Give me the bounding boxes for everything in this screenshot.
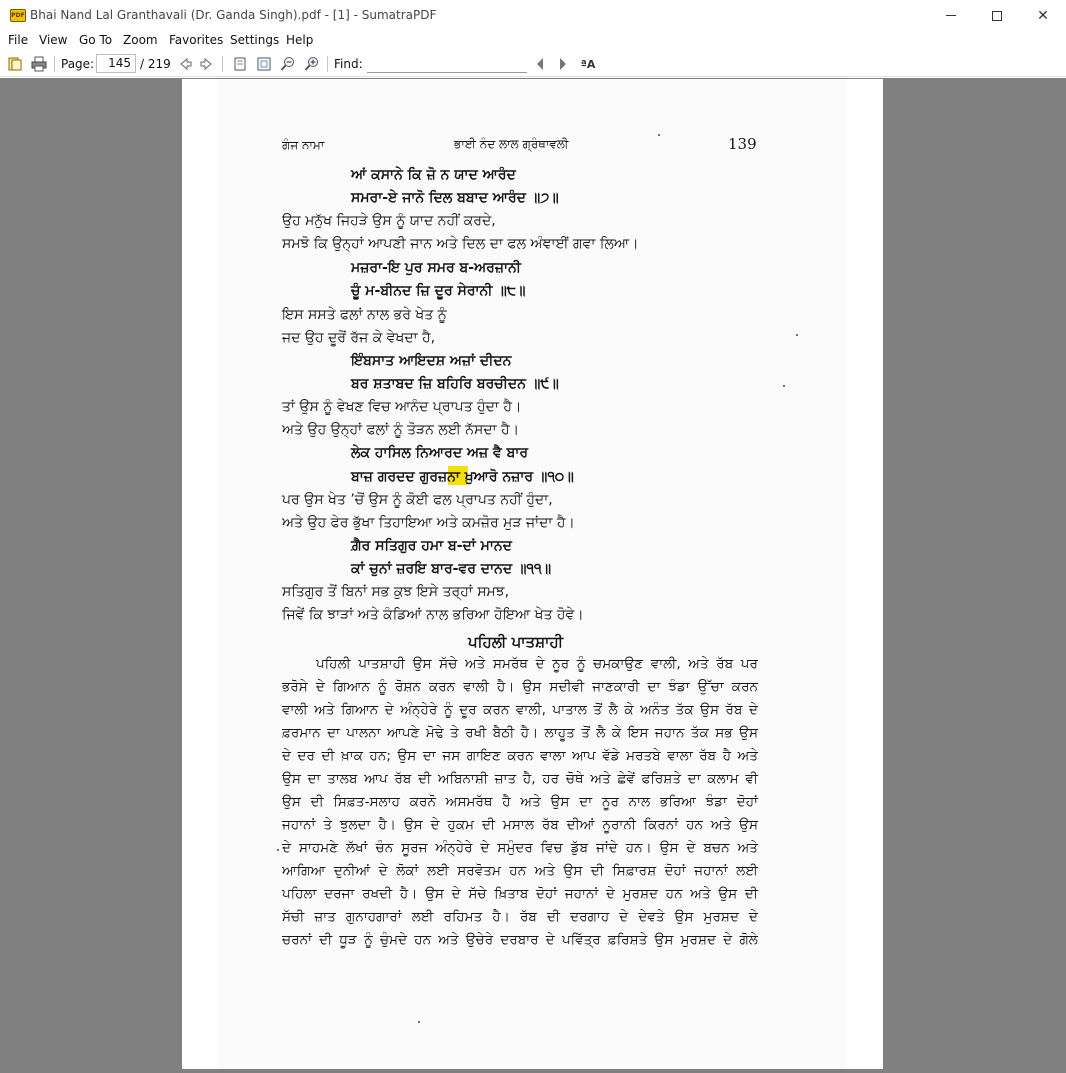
document-viewer[interactable] xyxy=(0,78,1066,1073)
paragraph-line: ਆਗਿਆ ਦੁਨੀਆਂ ਦੇ ਲੋਕਾਂ ਲਈ ਸਰਵੋਤਮ ਹਨ ਅਤੇ ਉਸ ਦੀ ਸਿਫ਼ਾਰਸ਼ ਦੋਹਾਂ ਜਹਾਨਾਂ ਲਈ xyxy=(282,863,758,879)
verse-line: ਚੂੰ ਮ-ਬੀਨਦ ਜ਼ਿ ਦੂਰ ਸੇਰਾਨੀ ॥੮॥ xyxy=(351,283,526,299)
paragraph-line: ਦੇ ਦਰ ਦੀ ਖ਼ਾਕ ਹਨ; ਉਸ ਦਾ ਜਸ ਗਾਇਣ ਕਰਨ ਵਾਲਾ ਆਪ ਵੱਡੇ ਮਰਤਬੇ ਵਾਲਾ ਰੱਬ ਹੈ ਅਤੇ xyxy=(282,748,758,764)
translation-line: ਉਹ ਮਨੁੱਖ ਜਿਹੜੇ ਉਸ ਨੂੰ ਯਾਦ ਨਹੀਂ ਕਰਦੇ, xyxy=(282,213,496,229)
menu-help[interactable]: Help xyxy=(286,33,314,47)
paragraph-line: ਚਰਨਾਂ ਦੀ ਧੂੜ ਨੂੰ ਚੁੰਮਦੇ ਹਨ ਅਤੇ ਉਚੇਰੇ ਦਰਬਾਰ ਦੇ ਪਵਿੱਤ੍ਰ ਫ਼ਰਿਸ਼ਤੇ ਉਸ ਮੁਰਸ਼ਦ ਦੇ ਗੋਲੇ xyxy=(282,932,758,948)
paragraph-line: ਪਹਿਲਾ ਦਰਜਾ ਰਖਦੀ ਹੈ। ਉਸ ਦੇ ਸੱਚੇ ਖ਼ਿਤਾਬ ਦੋਹਾਂ ਜਹਾਨਾਂ ਦੇ ਮੁਰਸ਼ਦ ਹਨ ਅਤੇ ਉਸ ਦੀ xyxy=(282,886,758,902)
menu-view[interactable]: View xyxy=(39,33,68,47)
print-icon[interactable] xyxy=(30,55,48,73)
verse-line: ਇੰਬਸਾਤ ਆਇਦਸ਼ ਅਜ਼ਾਂ ਦੀਦਨ xyxy=(351,353,512,369)
toolbar-separator xyxy=(327,56,328,72)
menu-go-to[interactable]: Go To xyxy=(79,33,113,47)
close-button[interactable] xyxy=(1020,0,1066,31)
scan-speck xyxy=(277,849,279,851)
verse-line: ਗ਼ੈਰ ਸਤਿਗੁਰ ਹਮਾ ਬ-ਦਾਂ ਮਾਨਦ xyxy=(351,538,512,554)
zoom-out-icon[interactable] xyxy=(279,55,297,73)
toolbar-separator xyxy=(222,56,223,72)
translation-line: ਪਰ ਉਸ ਖੇਤ ’ਚੋਂ ਉਸ ਨੂੰ ਕੋਈ ਫਲ ਪ੍ਰਾਪਤ ਨਹੀਂ ਹੁੰਦਾ, xyxy=(282,492,553,508)
verse-line: ਬਾਜ਼ ਗਰਦਦ ਗੁਰਜ਼ਨਾ ਖ਼ੁਆਰੋ ਨਜ਼ਾਰ ॥੧੦॥ xyxy=(351,469,574,485)
page-label: Page: xyxy=(61,57,95,71)
translation-line: ਅਤੇ ਉਹ ਫੇਰ ਭੁੱਖਾ ਤਿਹਾਇਆ ਅਤੇ ਕਮਜ਼ੋਰ ਮੁੜ ਜਾਂਦਾ ਹੈ। xyxy=(282,515,575,531)
fit-page-icon[interactable] xyxy=(231,55,249,73)
find-label: Find: xyxy=(334,57,363,71)
zoom-in-icon[interactable] xyxy=(303,55,321,73)
translation-line: ਸਮਝੋ ਕਿ ਉਨ੍ਹਾਂ ਆਪਣੀ ਜਾਨ ਅਤੇ ਦਿਲ ਦਾ ਫਲ ਅੰਞਾਈਂ ਗਵਾ ਲਿਆ। xyxy=(282,236,639,252)
verse-line: ਬਰ ਸ਼ਤਾਬਦ ਜ਼ਿ ਬਹਿਰਿ ਬਰਚੀਦਨ ॥੯॥ xyxy=(351,376,559,392)
paragraph-line: ਸੱਚੀ ਜ਼ਾਤ ਗੁਨਾਹਗਾਰਾਂ ਲਈ ਰਹਿਮਤ ਹੈ। ਰੱਬ ਦੀ ਦਰਗਾਹ ਦੇ ਦੇਵਤੇ ਉਸ ਮੁਰਸ਼ਦ ਦੇ xyxy=(282,909,758,925)
menu-bar xyxy=(0,31,1066,51)
running-header-center: ਭਾਈ ਨੰਦ ਲਾਲ ਗ੍ਰੰਥਾਵਲੀ xyxy=(454,137,569,151)
translation-line: ਅਤੇ ਉਹ ਉਨ੍ਹਾਂ ਫਲਾਂ ਨੂੰ ਤੋੜਨ ਲਈ ਨੱਸਦਾ ਹੈ। xyxy=(282,422,520,438)
minimize-button[interactable] xyxy=(928,0,974,31)
menu-favorites[interactable]: Favorites xyxy=(169,33,224,47)
section-heading: ਪਹਿਲੀ ਪਾਤਸ਼ਾਹੀ xyxy=(468,633,564,651)
scan-speck xyxy=(783,385,785,387)
paragraph-line: ਫ਼ਰਮਾਨ ਦਾ ਪਾਲਨਾ ਆਪਣੇ ਮੋਢੇ ਤੇ ਰਖੀ ਬੈਠੀ ਹੈ। ਲਾਹੂਤ ਤੋਂ ਲੈ ਕੇ ਇਸ ਜਹਾਨ ਤੱਕ ਸਭ ਉਸ xyxy=(282,725,758,741)
verse-line: ਸਮਰਾ-ਏ ਜਾਨੋ ਦਿਲ ਬਬਾਦ ਆਰੰਦ ॥੭॥ xyxy=(351,190,559,206)
find-input[interactable] xyxy=(367,54,527,73)
menu-file[interactable]: File xyxy=(8,33,29,47)
page-number: 139 xyxy=(728,135,757,153)
paragraph-line: ਜਹਾਨਾਂ ਤੇ ਝੁਲਦਾ ਹੈ। ਉਸ ਦੇ ਹੁਕਮ ਦੀ ਮਸਾਲ ਰੱਬ ਦੀਆਂ ਨੂਰਾਨੀ ਕਿਰਨਾਂ ਹਨ ਅਤੇ ਉਸ xyxy=(282,817,758,833)
find-prev-icon[interactable] xyxy=(531,55,549,73)
paragraph-line: ਉਸ ਦੀ ਸਿਫ਼ਤ-ਸਲਾਹ ਕਰਨੋ ਅਸਮਰੱਥ ਹੈ ਅਤੇ ਉਸ ਦਾ ਨੂਰ ਨਾਲ ਭਰਿਆ ਝੰਡਾ ਦੋਹਾਂ xyxy=(282,794,758,810)
close-icon: ✕ xyxy=(1037,7,1049,24)
open-icon[interactable] xyxy=(6,55,24,73)
running-header-left: ਗੰਜ ਨਾਮਾ xyxy=(282,138,325,152)
toolbar-separator xyxy=(54,56,55,72)
scan-speck xyxy=(796,334,798,336)
find-next-icon[interactable] xyxy=(554,55,572,73)
translation-line: ਸਤਿਗੁਰ ਤੋਂ ਬਿਨਾਂ ਸਭ ਕੁਝ ਇਸੇ ਤਰ੍ਹਾਂ ਸਮਝ, xyxy=(282,584,510,600)
paragraph-line: ਉਸ ਦਾ ਤਾਲਬ ਆਪ ਰੱਬ ਦੀ ਅਬਿਨਾਸ਼ੀ ਜ਼ਾਤ ਹੈ, ਹਰ ਚੋਥੇ ਅਤੇ ਛੇਵੇਂ ਫਰਿਸ਼ਤੇ ਦਾ ਕਲਾਮ ਵੀ xyxy=(282,771,758,787)
scan-speck xyxy=(418,1021,420,1023)
paragraph-line: ਭਰੋਸੇ ਦੇ ਗਿਆਨ ਨੂੰ ਰੋਸ਼ਨ ਕਰਨ ਵਾਲੀ ਹੈ। ਉਸ ਸਦੀਵੀ ਜਾਣਕਾਰੀ ਦਾ ਝੰਡਾ ਉੱਚਾ ਕਰਨ xyxy=(282,679,758,695)
translation-line: ਜਿਵੇਂ ਕਿ ਝਾੜਾਂ ਅਤੇ ਕੰਡਿਆਂ ਨਾਲ ਭਰਿਆ ਹੋਇਆ ਖੇਤ ਹੋਵੇ। xyxy=(282,607,584,623)
verse-line: ਮਜ਼ਰਾ-ਇ ਪੁਰ ਸਮਰ ਬ-ਅਰਜ਼ਾਨੀ xyxy=(351,260,521,276)
toolbar xyxy=(0,51,1066,77)
match-case-icon[interactable]: ªA xyxy=(580,57,596,71)
scan-speck xyxy=(658,134,660,136)
verse-line: ਲੇਕ ਹਾਸਿਲ ਨਿਆਰਦ ਅਜ਼ ਵੈ ਬਾਰ xyxy=(351,445,529,461)
title-bar xyxy=(0,0,1066,31)
pdf-page xyxy=(182,79,883,1069)
prev-page-icon[interactable] xyxy=(176,55,194,73)
translation-line: ਤਾਂ ਉਸ ਨੂੰ ਵੇਖਣ ਵਿਚ ਆਨੰਦ ਪ੍ਰਾਪਤ ਹੁੰਦਾ ਹੈ। xyxy=(282,399,522,415)
verse-line: ਕਾਂ ਚੁਨਾਂ ਜ਼ਰਇ ਬਾਰ-ਵਰ ਦਾਨਦ ॥੧੧॥ xyxy=(351,561,552,577)
verse-line: ਆਂ ਕਸਾਨੇ ਕਿ ਜ਼ੋ ਨ ਯਾਦ ਆਰੰਦ xyxy=(351,167,516,183)
page-total: / 219 xyxy=(140,57,171,71)
minimize-icon xyxy=(946,15,956,16)
fit-width-icon[interactable] xyxy=(255,55,273,73)
translation-line: ਜਦ ਉਹ ਦੂਰੋਂ ਰੱਜ ਕੇ ਵੇਖਦਾ ਹੈ, xyxy=(282,330,436,346)
paragraph-line: ਵਾਲੀ ਅਤੇ ਗਿਆਨ ਦੇ ਅੰਨ੍ਹੇਰੇ ਨੂੰ ਦੂਰ ਕਰਨ ਵਾਲੀ, ਪਾਤਾਲ ਤੋਂ ਲੈ ਕੇ ਅਨੰਤ ਤੱਕ ਉਸ ਰੱਬ ਦੇ xyxy=(282,702,758,718)
menu-zoom[interactable]: Zoom xyxy=(123,33,158,47)
window-title: Bhai Nand Lal Granthavali (Dr. Ganda Singh).pdf - [1] - SumatraPDF xyxy=(30,8,437,22)
paragraph-line: ਪਹਿਲੀ ਪਾਤਸ਼ਾਹੀ ਉਸ ਸੱਚੇ ਅਤੇ ਸਮਰੱਥ ਦੇ ਨੂਰ ਨੂੰ ਚਮਕਾਉਣ ਵਾਲੀ, ਅਤੇ ਰੱਬ ਪਰ xyxy=(316,656,758,672)
paragraph-line: ਦੇ ਸਾਹਮਣੇ ਲੱਖਾਂ ਚੰਨ ਸੂਰਜ ਅੰਨ੍ਹੇਰੇ ਦੇ ਸਮੁੰਦਰ ਵਿਚ ਡੁੱਬ ਜਾਂਦੇ ਹਨ। ਉਸ ਦੇ ਬਚਨ ਅਤੇ xyxy=(282,840,758,856)
menu-settings[interactable]: Settings xyxy=(230,33,280,47)
translation-line: ਇਸ ਸਸਤੇ ਫਲਾਂ ਨਾਲ ਭਰੇ ਖੇਤ ਨੂੰ xyxy=(282,307,447,323)
maximize-icon xyxy=(992,11,1002,21)
page-number-input[interactable]: 145 xyxy=(96,54,136,73)
sumatra-app-icon: PDF xyxy=(10,9,26,22)
maximize-button[interactable] xyxy=(974,0,1020,31)
next-page-icon[interactable] xyxy=(198,55,216,73)
